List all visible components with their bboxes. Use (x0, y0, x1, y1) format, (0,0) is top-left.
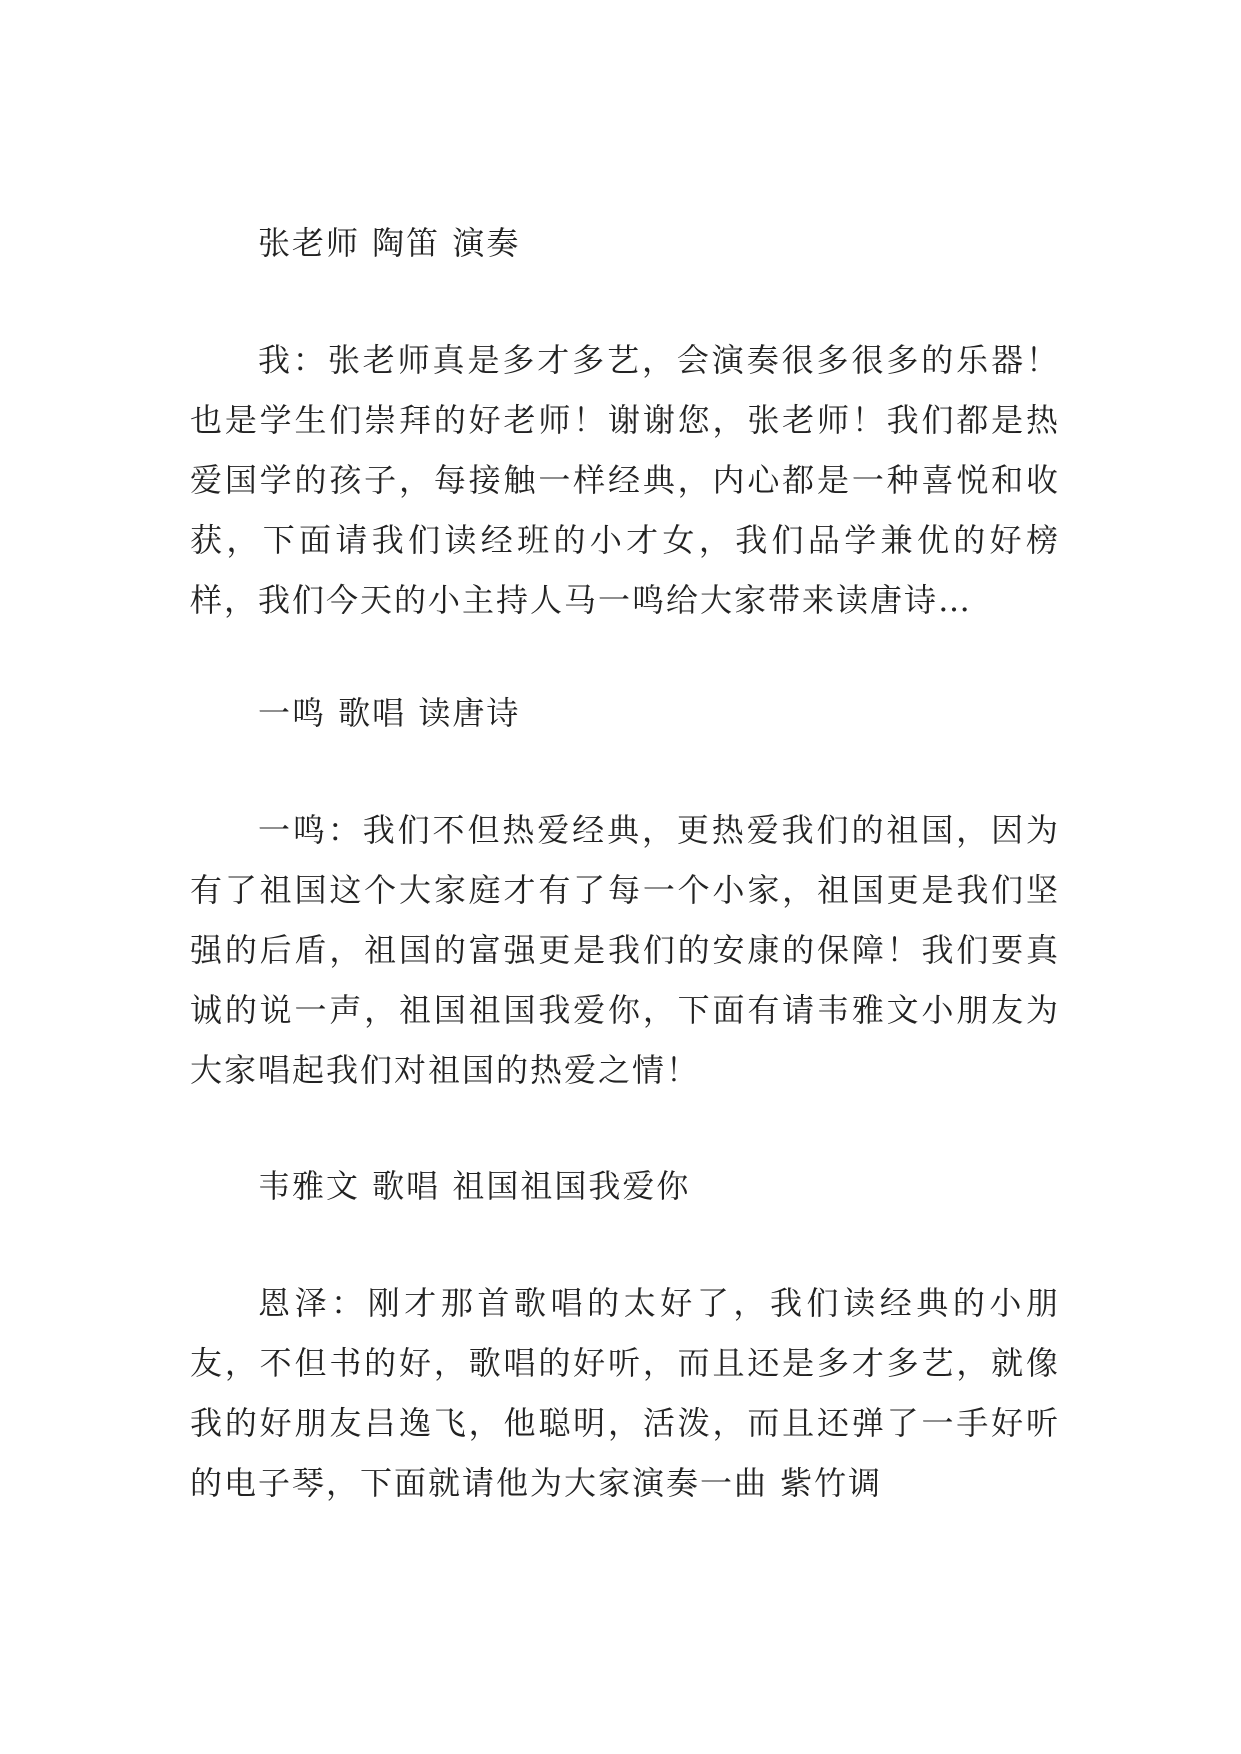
host-speech-paragraph: 我：张老师真是多才多艺，会演奏很多很多的乐器！也是学生们崇拜的好老师！谢谢您，张老师！我们都是热爱国学的孩子，每接触一样经典，内心都是一种喜悦和收获，下面请我们读经班的小才女，我们品学兼优的好榜样，我们今天的小主持人马一鸣给大家带来读唐诗… (190, 341, 1060, 619)
program-item-taodi: 张老师 陶笛 演奏 (258, 224, 521, 262)
host-speech-paragraph: 恩泽：刚才那首歌唱的太好了，我们读经典的小朋友，不但书的好，歌唱的好听，而且还是多才多艺，就像我的好朋友吕逸飞，他聪明，活泼，而且还弹了一手好听的电子琴，下面就请他为大家演奏一曲 紫竹调 (190, 1284, 1060, 1502)
program-item-tangshi: 一鸣 歌唱 读唐诗 (258, 694, 521, 732)
host-speech-paragraph: 一鸣：我们不但热爱经典，更热爱我们的祖国，因为有了祖国这个大家庭才有了每一个小家，祖国更是我们坚强的后盾，祖国的富强更是我们的安康的保障！我们要真诚的说一声，祖国祖国我爱你，下面有请韦雅文小朋友为大家唱起我们对祖国的热爱之情！ (190, 811, 1060, 1089)
program-item-song: 韦雅文 歌唱 祖国祖国我爱你 (258, 1167, 691, 1205)
